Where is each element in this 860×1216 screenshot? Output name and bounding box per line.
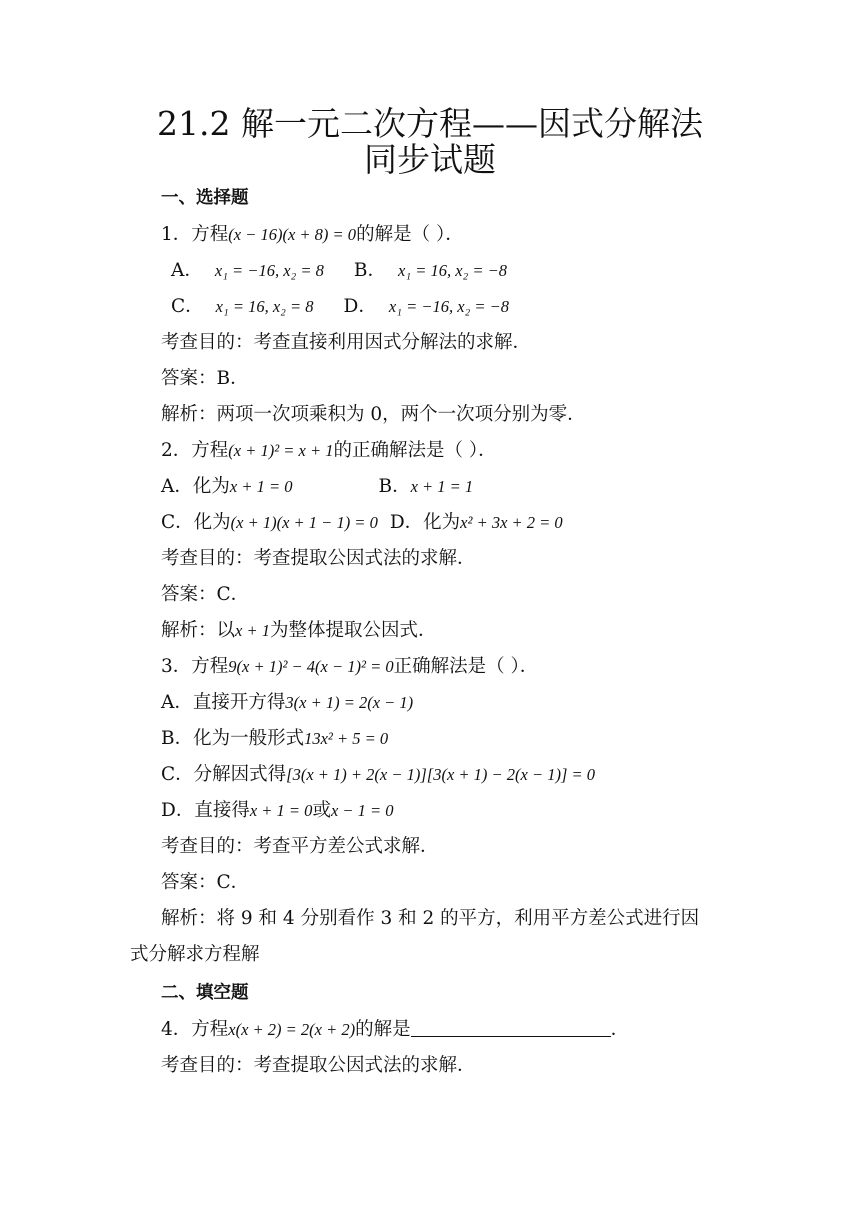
question-2-answer: 答案：C． — [161, 584, 250, 605]
question-1-options-ab — [171, 258, 507, 284]
option-b-text: B．化为一般形式 — [161, 728, 305, 749]
analysis-prefix: 解析：以 — [161, 620, 236, 641]
question-4-prefix: 4．方程 — [161, 1019, 229, 1040]
analysis-suffix: 为整体提取公因式． — [269, 620, 437, 641]
question-1-purpose: 考查目的：考查直接利用因式分解法的求解． — [161, 332, 532, 353]
question-1-answer: 答案：B． — [161, 368, 249, 389]
question-4-equation: x(x + 2) = 2(x + 2) — [228, 1020, 356, 1039]
option-b-text: B． — [378, 476, 411, 497]
question-3-option-a — [161, 690, 413, 716]
question-3-prefix: 3．方程 — [161, 656, 229, 677]
option-a-label: A． — [171, 260, 203, 281]
question-3-purpose: 考查目的：考查平方差公式求解． — [161, 836, 439, 857]
question-1-prefix: 1．方程 — [161, 224, 229, 245]
question-3-option-c — [161, 762, 595, 788]
option-c-text: C．化为 — [161, 512, 231, 533]
option-a-text: x₁ = −16, x₂ = 8 — [214, 261, 324, 280]
option-a-text: A．直接开方得 — [161, 692, 286, 713]
option-d-text: D．直接得 — [161, 800, 250, 821]
question-2-purpose: 考查目的：考查提取公因式法的求解． — [161, 548, 476, 569]
option-d-or: 或 — [312, 800, 331, 821]
option-c-equation: (x + 1)(x + 1 − 1) = 0 — [230, 513, 378, 532]
option-d-text: D．化为 — [389, 512, 461, 533]
answer-blank[interactable] — [411, 1018, 611, 1037]
option-c-label: C． — [171, 296, 204, 317]
section-heading-choice: 一、选择题 — [161, 188, 249, 208]
question-3-suffix: 正确解法是（ ）． — [393, 656, 539, 677]
question-3-option-d — [161, 798, 394, 824]
option-c-equation: [3(x + 1) + 2(x − 1)][3(x + 1) − 2(x − 1)] = 0 — [286, 765, 596, 784]
question-4-end: ． — [610, 1019, 630, 1040]
question-2-analysis — [161, 618, 437, 644]
question-1-suffix: 的解是（ ）． — [356, 224, 464, 245]
question-1-analysis: 解析：两项一次项乘积为 0，两个一次项分别为零． — [161, 404, 586, 425]
option-a-equation: 3(x + 1) = 2(x − 1) — [285, 693, 414, 712]
question-2-equation: (x + 1)² = x + 1 — [228, 441, 334, 460]
question-2-options-cd — [161, 510, 563, 536]
question-3-answer: 答案：C． — [161, 872, 250, 893]
option-b-text: x₁ = 16, x₂ = −8 — [398, 261, 508, 280]
option-b-equation: 13x² + 5 = 0 — [304, 729, 389, 748]
option-b-label: B． — [353, 260, 387, 281]
option-c-text: C．分解因式得 — [161, 764, 287, 785]
option-d-text: x₁ = −16, x₂ = −8 — [388, 297, 510, 316]
question-3-option-b — [161, 726, 388, 752]
option-a-text: A．化为 — [161, 476, 230, 497]
option-b-equation: x + 1 = 1 — [410, 477, 474, 496]
option-d-equation: x² + 3x + 2 = 0 — [460, 513, 563, 532]
question-3 — [161, 654, 538, 680]
option-d-equation-1: x + 1 = 0 — [249, 801, 313, 820]
option-c-text: x₁ = 16, x₂ = 8 — [215, 297, 314, 316]
question-3-equation: 9(x + 1)² − 4(x − 1)² = 0 — [228, 657, 394, 676]
document-subtitle: 同步试题 — [364, 140, 496, 179]
option-a-equation: x + 1 = 0 — [229, 477, 293, 496]
question-1-equation: (x − 16)(x + 8) = 0 — [228, 225, 357, 244]
option-d-equation-2: x − 1 = 0 — [330, 801, 394, 820]
question-3-analysis-line1: 解析：将 9 和 4 分别看作 3 和 2 的平方，利用平方差公式进行因 — [161, 908, 700, 929]
question-2-prefix: 2．方程 — [161, 440, 229, 461]
question-2-suffix: 的正确解法是（ ）． — [333, 440, 497, 461]
question-1 — [161, 222, 464, 248]
option-d-label: D． — [343, 296, 377, 317]
question-3-analysis-line2: 式分解求方程解 — [130, 944, 260, 965]
analysis-equation: x + 1 — [235, 621, 270, 640]
question-1-options-cd — [171, 294, 509, 320]
question-4 — [161, 1017, 629, 1043]
question-4-purpose: 考查目的：考查提取公因式法的求解． — [161, 1055, 476, 1076]
question-2 — [161, 438, 497, 464]
document-title: 21.2 解一元二次方程——因式分解法 — [157, 104, 703, 143]
section-heading-fill: 二、填空题 — [161, 983, 249, 1003]
question-2-options-ab — [161, 474, 473, 500]
question-4-suffix: 的解是 — [355, 1019, 411, 1040]
